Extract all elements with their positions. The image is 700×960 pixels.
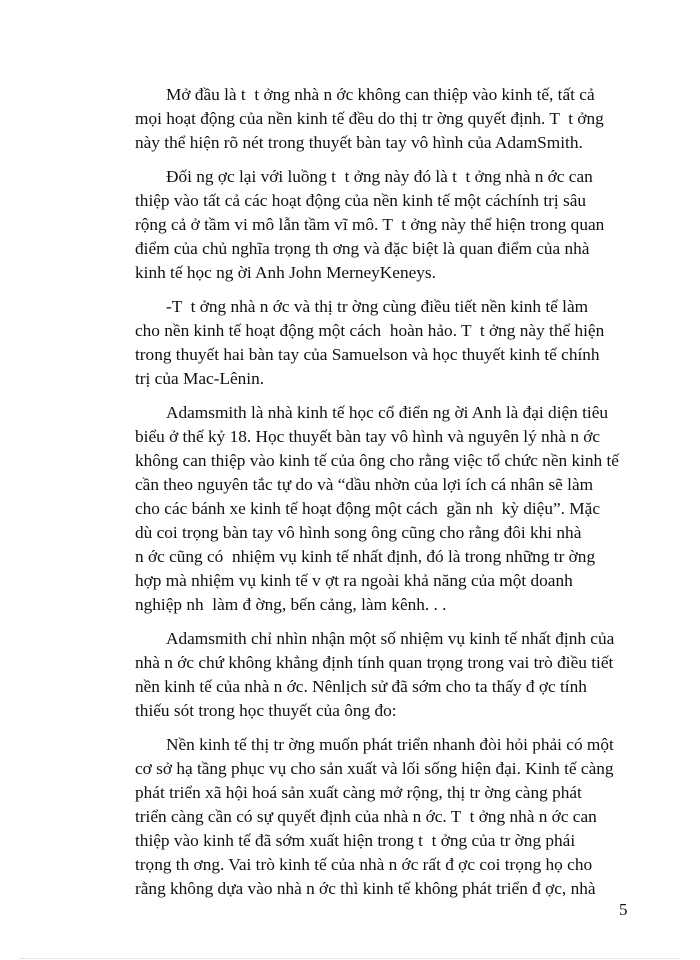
text-line: cho nền kinh tế hoạt động một cách hoàn hảo. T t ởng này thể hiện bbox=[135, 321, 605, 340]
text-line: điểm của chủ nghĩa trọng th ơng và đặc biệt là quan điểm của nhà bbox=[135, 239, 590, 258]
text-line: này thể hiện rõ nét trong thuyết bàn tay vô hình của AdamSmith. bbox=[135, 133, 583, 152]
text-line: Nền kinh tế thị tr ờng muốn phát triển nhanh đòi hỏi phải có một bbox=[166, 735, 614, 754]
text-line: cho các bánh xe kinh tế hoạt động một cách gần nh kỳ diệu”. Mặc bbox=[135, 499, 600, 518]
paragraph-1 bbox=[135, 83, 655, 155]
text-line: không can thiệp vào kinh tế của ông cho rằng việc tổ chức nền kinh tế bbox=[135, 451, 619, 470]
text-line: kinh tế học ng ời Anh John MerneyKeneys. bbox=[135, 263, 436, 282]
page-bottom-divider bbox=[20, 958, 680, 959]
text-line: cần theo nguyên tắc tự do và “dầu nhờn của lợi ích cá nhân sẽ làm bbox=[135, 475, 594, 494]
text-line: Mở đầu là t t ởng nhà n ớc không can thiệp vào kinh tế, tất cả bbox=[166, 85, 595, 104]
paragraph-2 bbox=[135, 165, 655, 285]
text-line: Đối ng ợc lại với luồng t t ởng này đó là t t ởng nhà n ớc can bbox=[166, 167, 593, 186]
text-line: dù coi trọng bàn tay vô hình song ông cũng cho rằng đôi khi nhà bbox=[135, 523, 582, 542]
text-line: Adamsmith chỉ nhìn nhận một số nhiệm vụ kinh tế nhất định của bbox=[166, 629, 615, 648]
text-line: trọng th ơng. Vai trò kinh tế của nhà n ớc rất đ ợc coi trọng họ cho bbox=[135, 855, 593, 874]
text-line: cơ sở hạ tầng phục vụ cho sản xuất và lối sống hiện đại. Kinh tế càng bbox=[135, 759, 614, 778]
document-body bbox=[135, 83, 655, 901]
text-line: nền kinh tế của nhà n ớc. Nênlịch sử đã sớm cho ta thấy đ ợc tính bbox=[135, 677, 587, 696]
text-line: mọi hoạt động của nền kinh tế đều do thị tr ờng quyết định. T t ởng bbox=[135, 109, 604, 128]
text-line: n ớc cũng có nhiệm vụ kinh tế nhất định, đó là trong những tr ờng bbox=[135, 547, 596, 566]
text-line: hợp mà nhiệm vụ kinh tế v ợt ra ngoài khả năng của một doanh bbox=[135, 571, 573, 590]
text-line: thiệp vào kinh tế đã sớm xuất hiện trong t t ởng của tr ờng phái bbox=[135, 831, 576, 850]
paragraph-3 bbox=[135, 295, 655, 391]
paragraph-4 bbox=[135, 401, 655, 617]
text-line: nghiệp nh làm đ ờng, bến cảng, làm kênh. . . bbox=[135, 595, 447, 614]
text-line: trong thuyết hai bàn tay của Samuelson và học thuyết kinh tế chính bbox=[135, 345, 600, 364]
text-line: Adamsmith là nhà kinh tế học cổ điển ng ời Anh là đại diện tiêu bbox=[166, 403, 609, 422]
text-line: thiếu sót trong học thuyết của ông đo: bbox=[135, 701, 397, 720]
text-line: triển càng cần có sự quyết định của nhà n ớc. T t ởng nhà n ớc can bbox=[135, 807, 597, 826]
paragraph-5 bbox=[135, 627, 655, 723]
text-line: phát triển xã hội hoá sản xuất càng mở rộng, thị tr ờng càng phát bbox=[135, 783, 582, 802]
text-line: trị của Mac-Lênin. bbox=[135, 369, 265, 388]
text-line: nhà n ớc chứ không khẳng định tính quan trọng trong vai trò điều tiết bbox=[135, 653, 614, 672]
text-line: -T t ởng nhà n ớc và thị tr ờng cùng điều tiết nền kinh tế làm bbox=[166, 297, 589, 316]
page-number: 5 bbox=[619, 900, 628, 919]
text-line: thiệp vào tất cả các hoạt động của nền kinh tế một cáchính trị sâu bbox=[135, 191, 587, 210]
text-line: rằng không dựa vào nhà n ớc thì kinh tế không phát triển đ ợc, nhà bbox=[135, 879, 596, 898]
paragraph-6 bbox=[135, 733, 655, 901]
text-line: biểu ở thế kỷ 18. Học thuyết bàn tay vô hình và nguyên lý nhà n ớc bbox=[135, 427, 601, 446]
text-line: rộng cả ở tầm vi mô lẫn tầm vĩ mô. T t ởng này thể hiện trong quan bbox=[135, 215, 605, 234]
